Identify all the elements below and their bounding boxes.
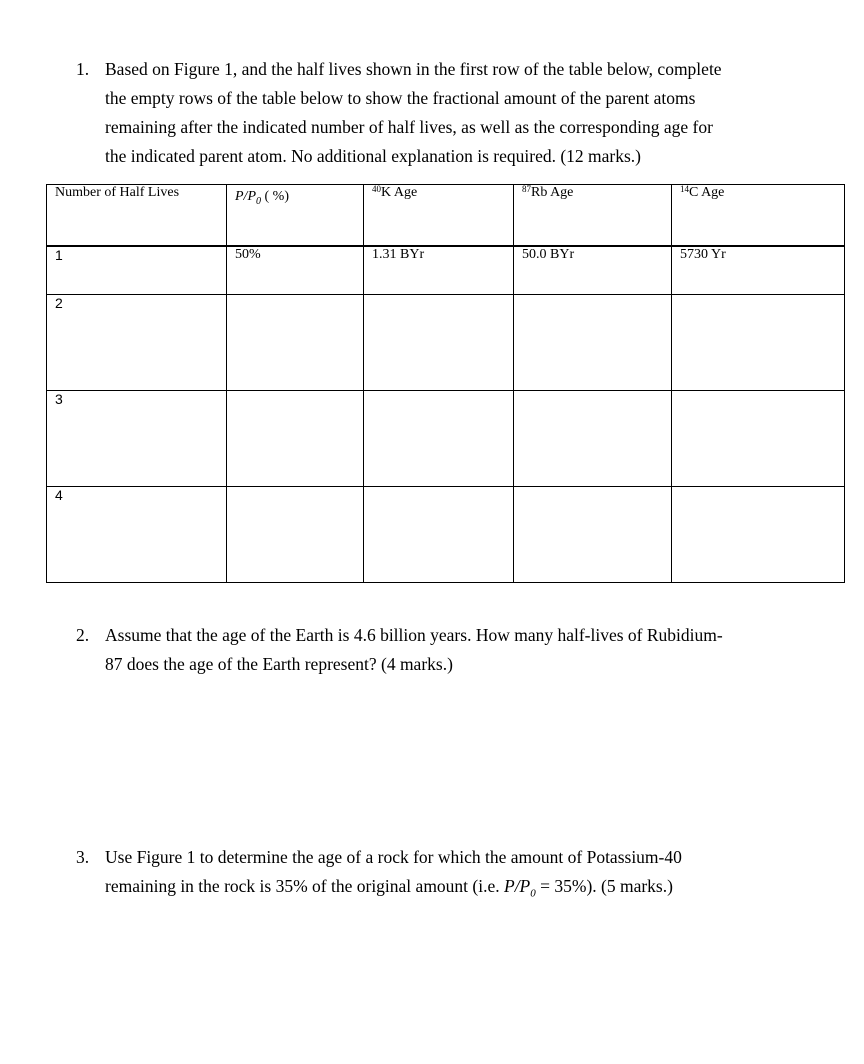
- question-line: Based on Figure 1, and the half lives shown in the first row of the table below, complete: [105, 59, 722, 79]
- question-line: remaining after the indicated number of half lives, as well as the corresponding age for: [105, 117, 713, 137]
- question-text: [105, 55, 722, 171]
- cell-half-lives: 3: [47, 391, 227, 487]
- table-row: [47, 295, 845, 391]
- cell-k-age[interactable]: [364, 487, 514, 583]
- table-row: [47, 246, 845, 295]
- cell-ratio: 50%: [227, 246, 364, 295]
- cell-half-lives: 2: [47, 295, 227, 391]
- cell-rb-age[interactable]: [514, 391, 672, 487]
- question-text: [105, 843, 682, 909]
- table-row: [47, 487, 845, 583]
- cell-k-age[interactable]: [364, 391, 514, 487]
- table-header-row: [47, 185, 845, 247]
- question-text: [105, 621, 723, 679]
- cell-c-age[interactable]: [672, 487, 845, 583]
- header-c-age: $^{14}$C Age: [672, 185, 845, 247]
- question-line: the indicated parent atom. No additional explanation is required. (12 marks.): [105, 146, 642, 166]
- cell-ratio[interactable]: [227, 487, 364, 583]
- question-number: 1.: [76, 59, 90, 79]
- half-life-table: [46, 184, 845, 583]
- cell-k-age[interactable]: [364, 295, 514, 391]
- header-half-lives: Number of Half Lives: [47, 185, 227, 247]
- header-k-age: $^{40}$K Age: [364, 185, 514, 247]
- cell-ratio[interactable]: [227, 391, 364, 487]
- cell-half-lives: 1: [47, 246, 227, 295]
- cell-rb-age: 50.0 BYr: [514, 246, 672, 295]
- cell-rb-age[interactable]: [514, 295, 672, 391]
- cell-ratio[interactable]: [227, 295, 364, 391]
- question-line: Assume that the age of the Earth is 4.6 billion years. How many half-lives of Rubidium-: [105, 625, 723, 645]
- header-ratio: $P/P_0$ ( %): [227, 185, 364, 247]
- question-number: 2.: [76, 625, 90, 645]
- question-line: Use Figure 1 to determine the age of a rock for which the amount of Potassium-40: [105, 847, 682, 867]
- cell-k-age: 1.31 BYr: [364, 246, 514, 295]
- question-number: 3.: [76, 847, 90, 867]
- table-row: [47, 391, 845, 487]
- cell-half-lives: 4: [47, 487, 227, 583]
- cell-c-age[interactable]: [672, 391, 845, 487]
- question-line: remaining in the rock is 35% of the original amount (i.e. $P/P_0 = 35\%$). (5 marks.): [105, 876, 673, 900]
- question-line: 87 does the age of the Earth represent? (4 marks.): [105, 654, 453, 674]
- question-line: the empty rows of the table below to show the fractional amount of the parent atoms: [105, 88, 696, 108]
- ratio-formula: $P/P_0$: [504, 876, 536, 900]
- cell-c-age: 5730 Yr: [672, 246, 845, 295]
- header-rb-age: $^{87}$Rb Age: [514, 185, 672, 247]
- cell-c-age[interactable]: [672, 295, 845, 391]
- cell-rb-age[interactable]: [514, 487, 672, 583]
